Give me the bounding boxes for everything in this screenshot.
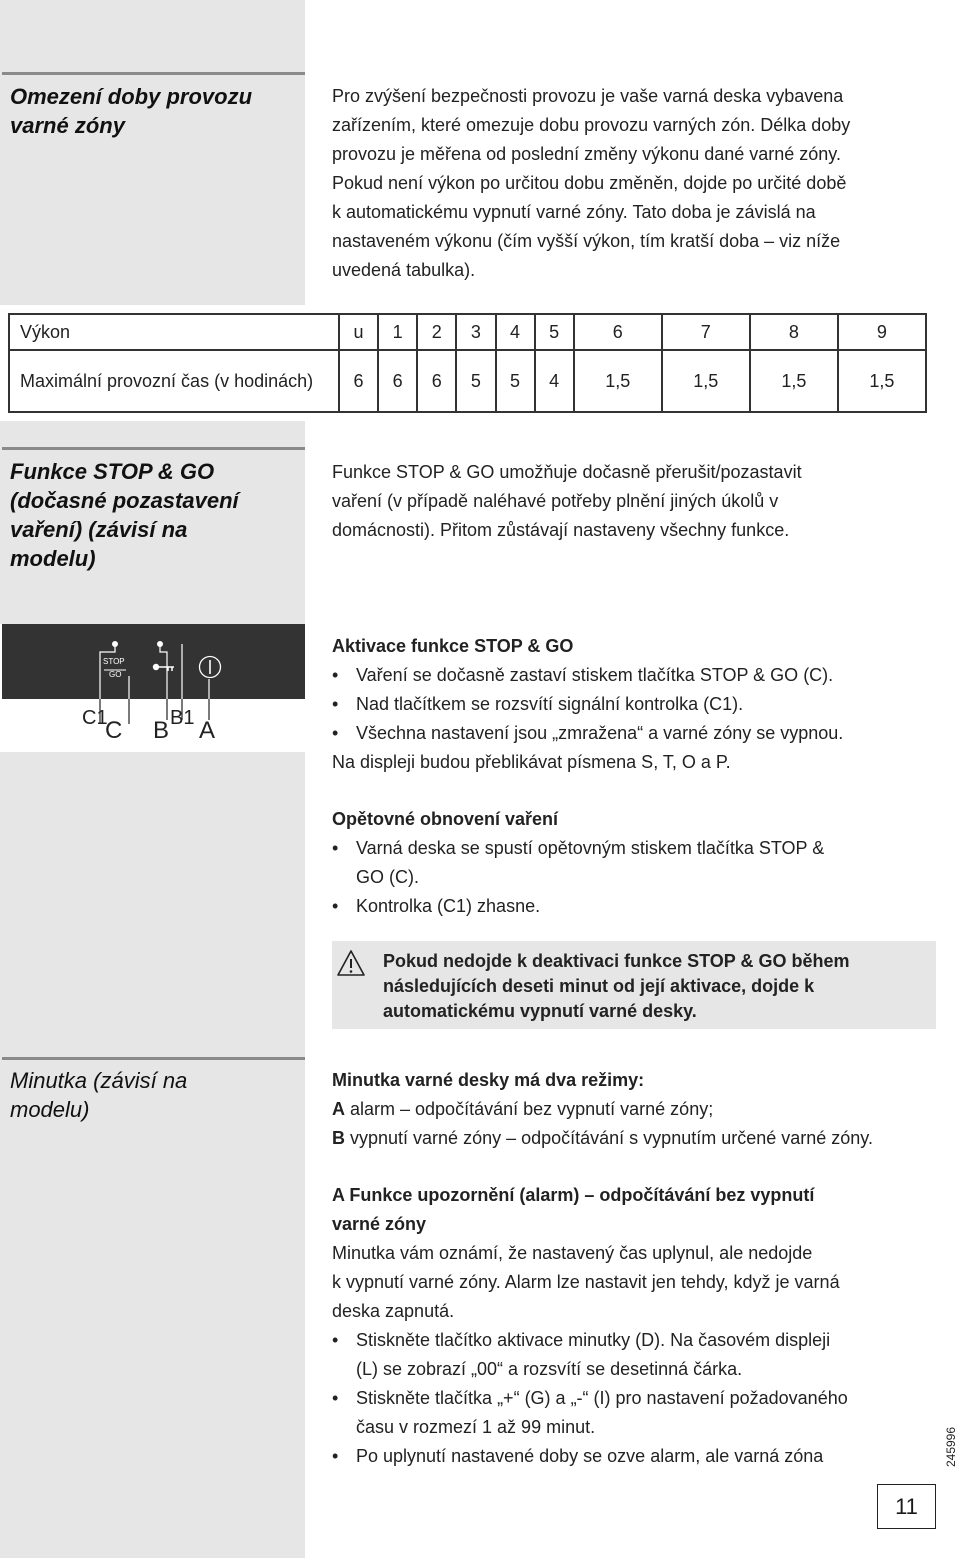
list-item: • Varná deska se spustí opětovným stiskem tlačítka STOP & GO (C). <box>332 834 824 892</box>
power-icon <box>198 655 222 684</box>
activation-list <box>332 661 843 748</box>
label-c1: C1 <box>82 707 108 729</box>
section-title-timer: Minutka (závisí na modelu) <box>10 1068 188 1122</box>
table-cell: 1 <box>378 314 417 350</box>
label-a: A <box>199 717 216 744</box>
mode-a: A alarm – odpočítávání bez vypnutí varné zóny; <box>332 1099 714 1119</box>
warning-text: Pokud nedojde k deaktivaci funkce STOP & GO během následujících deseti minut od její aktivace, dojde k automatickému vypnutí varné desky. <box>383 951 850 1021</box>
page-number: 11 <box>877 1484 936 1529</box>
time-limit-body: Pro zvýšení bezpečnosti provozu je vaše varná deska vybavena zařízením, které omezuje dobu provozu varných zón. Délka doby provozu je měřena od poslední změny výkonu dané varné zóny. Pokud není výkon po určitou dobu změněn, dojde po určité době k automatickému vypnutí varné zóny. Tato doba je závislá na nastaveném výkonu (čím vyšší výkon, tím kratší doba – viz níže uvedená tabulka). <box>332 86 851 280</box>
section-divider-timer <box>2 1057 305 1060</box>
label-c: C <box>105 717 123 744</box>
control-panel-illustration <box>2 624 305 752</box>
warning-box <box>332 941 936 1029</box>
table-cell: 5 <box>496 350 535 412</box>
alarm-heading-line: varné zóny <box>332 1214 427 1234</box>
table-cell: 2 <box>417 314 456 350</box>
sidebar-background-lower <box>0 752 305 1558</box>
list-item: • Kontrolka (C1) zhasne. <box>332 892 824 921</box>
table-cell: 3 <box>456 314 495 350</box>
modes-heading: Minutka varné desky má dva režimy: <box>332 1070 645 1090</box>
section-divider-time-limit <box>2 72 305 75</box>
section-divider-stop-go <box>2 447 305 450</box>
list-item: • Vaření se dočasně zastaví stiskem tlačítka STOP & GO (C). <box>332 661 843 690</box>
table-cell: 1,5 <box>838 350 926 412</box>
table-cell: 5 <box>456 350 495 412</box>
table-cell: u <box>339 314 378 350</box>
list-item: • Po uplynutí nastavené doby se ozve alarm, ale varná zóna <box>332 1442 848 1471</box>
mode-b: B vypnutí varné zóny – odpočítávání s vypnutím určené varné zóny. <box>332 1128 873 1148</box>
resume-list <box>332 834 824 921</box>
activation-note: Na displeji budou přeblikávat písmena S, T, O a P. <box>332 752 731 772</box>
stop-label: STOP <box>103 657 125 666</box>
alarm-steps <box>332 1326 848 1471</box>
label-b: B <box>153 717 170 744</box>
table-cell-label: Maximální provozní čas (v hodinách) <box>9 350 339 412</box>
operating-time-table <box>8 313 927 413</box>
stop-go-intro: Funkce STOP & GO umožňuje dočasně přerušit/pozastavit vaření (v případě naléhavé potřeby plnění jiných úkolů v domácnosti). Přitom zůstávají nastaveny všechny funkce. <box>332 462 802 540</box>
warning-icon <box>336 949 366 982</box>
document-code: 245996 <box>944 1426 958 1468</box>
timer-modes <box>332 1066 873 1153</box>
list-item: • Stiskněte tlačítka „+“ (G) a „-“ (I) pro nastavení požadovaného času v rozmezí 1 až 99 minut. <box>332 1384 848 1442</box>
timer-alarm: A Funkce upozornění (alarm) – odpočítávání bez vypnutí varné zóny Minutka vám oznámí, že nastavený čas uplynul, ale nedojde k vypnutí varné zóny. Alarm lze nastavit jen tehdy, když je varná deska zapnutá. • Stiskněte tlačítko aktivace minutky (D). Na časovém displeji (L) se zobrazí „00“ a rozsvítí se desetinná čárka. • Stiskněte tlačítka „+“ (G) a „-“ (I) pro nastavení požadovaného času v rozmezí 1 až 99 minut. • Po uplynutí nastavené doby se ozve alarm, ale varná zóna <box>332 1181 848 1471</box>
table-cell: 6 <box>574 314 662 350</box>
table-cell: 7 <box>662 314 750 350</box>
stop-go-activation <box>332 632 843 777</box>
list-item: • Nad tlačítkem se rozsvítí signální kontrolka (C1). <box>332 690 843 719</box>
alarm-heading-line: A Funkce upozornění (alarm) – odpočítávání bez vypnutí <box>332 1185 815 1205</box>
sidebar-background-top <box>0 0 305 305</box>
table-row-power <box>9 314 926 350</box>
table-cell: 4 <box>496 314 535 350</box>
table-cell: 6 <box>378 350 417 412</box>
key-lock-icon <box>152 660 176 678</box>
table-cell: 1,5 <box>574 350 662 412</box>
table-cell: 5 <box>535 314 574 350</box>
list-item: • Stiskněte tlačítko aktivace minutky (D). Na časovém displeji (L) se zobrazí „00“ a rozsvítí se desetinná čárka. <box>332 1326 848 1384</box>
table-cell: 6 <box>339 350 378 412</box>
table-cell: 1,5 <box>750 350 838 412</box>
stop-go-resume <box>332 805 824 921</box>
table-cell: 8 <box>750 314 838 350</box>
go-label: GO <box>109 670 122 679</box>
label-b1: B1 <box>170 707 195 729</box>
section-title-stop-go: Funkce STOP & GO (dočasné pozastavení vaření) (závisí na modelu) <box>10 459 239 571</box>
table-cell-label: Výkon <box>9 314 339 350</box>
table-cell: 9 <box>838 314 926 350</box>
table-cell: 6 <box>417 350 456 412</box>
resume-heading: Opětovné obnovení vaření <box>332 809 559 829</box>
list-item: • Všechna nastavení jsou „zmražena“ a varné zóny se vypnou. <box>332 719 843 748</box>
activation-heading: Aktivace funkce STOP & GO <box>332 636 574 656</box>
table-cell: 4 <box>535 350 574 412</box>
table-cell: 1,5 <box>662 350 750 412</box>
section-title-time-limit: Omezení doby provozu varné zóny <box>10 84 253 138</box>
table-row-max-time <box>9 350 926 412</box>
